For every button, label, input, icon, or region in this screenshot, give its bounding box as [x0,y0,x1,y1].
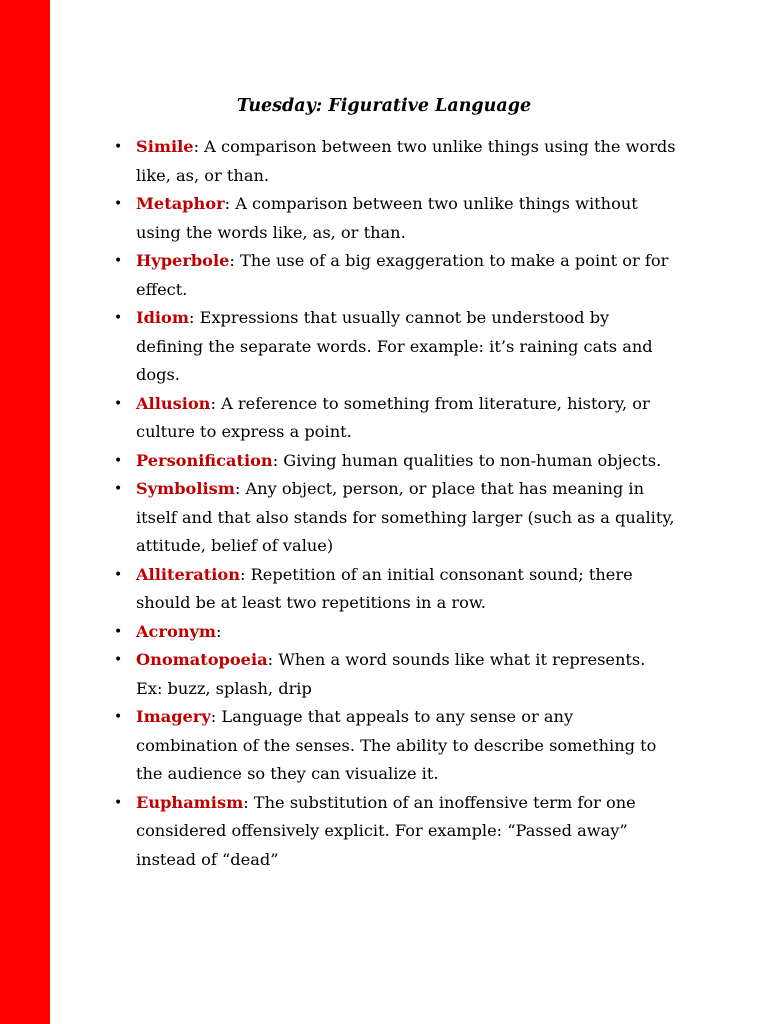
bullet-icon: • [114,623,123,640]
term-definition: : A comparison between two unlike things using the words like, as, or than. [136,137,676,185]
term-list [114,133,676,874]
term-label: Acronym [136,621,217,641]
term-definition: : Repetition of an initial consonant sound; there should be at least two repetitions in a row. [136,564,633,612]
term-label: Onomatopoeia [136,650,268,669]
term-definition: : Giving human qualities to non-human objects. [272,450,662,470]
list-item-metaphor [114,190,676,247]
term-definition: : Any object, person, or place that has meaning in itself and that also stands for something larger (such as a quality, attitude, belief of value) [136,479,675,555]
term-label: Imagery [136,707,211,726]
bullet-icon: • [114,481,123,497]
bullet-icon: • [114,794,123,811]
bullet-icon: • [114,709,123,725]
term-definition: : A comparison between two unlike things without using the words like, as, or than. [136,194,638,242]
term-label: Metaphor [136,194,225,213]
term-label: Allusion [136,393,211,413]
list-item-acronym [114,618,676,647]
red-margin-band [0,0,50,1024]
document-page [50,0,768,1024]
term-label: Simile [136,137,194,156]
list-item-idiom [114,304,676,390]
term-label: Idiom [136,308,189,327]
list-item-allusion [114,390,676,447]
term-definition: : Expressions that usually cannot be understood by defining the separate words. For example: it’s raining cats and dogs. [136,308,653,384]
list-item-hyperbole [114,247,676,304]
term-definition: : The substitution of an inoffensive term for one considered offensively explicit. For example: “Passed away” instead of “dead” [136,792,636,869]
list-item-imagery [114,703,676,789]
bullet-icon: • [114,310,123,326]
term-label: Symbolism [136,479,235,498]
term-definition: : Language that appeals to any sense or any combination of the senses. The ability to describe something to the audience so they can visualize it. [136,707,657,783]
list-item-personification [114,447,676,476]
list-item-onomatopoeia [114,646,676,703]
list-item-alliteration [114,561,676,618]
term-label: Hyperbole [136,251,230,270]
bullet-icon: • [114,566,123,583]
bullet-icon: • [114,253,123,269]
term-definition: : The use of a big exaggeration to make a point or for effect. [136,251,669,299]
list-item-symbolism [114,475,676,561]
list-item-euphamism [114,789,676,875]
list-item-simile [114,133,676,190]
term-label: Alliteration [136,564,240,584]
term-definition: : When a word sounds like what it represents. Ex: buzz, splash, drip [136,650,646,698]
bullet-icon: • [114,139,123,155]
term-label: Euphamism [136,792,244,812]
bullet-icon: • [114,395,123,412]
page-title: Tuesday: Figurative Language [236,96,532,116]
term-label: Personification [136,450,273,470]
term-definition: : A reference to something from literature, history, or culture to express a point. [136,393,650,441]
bullet-icon: • [114,196,123,212]
term-definition: : [216,621,222,641]
bullet-icon: • [114,652,123,668]
bullet-icon: • [114,452,123,469]
